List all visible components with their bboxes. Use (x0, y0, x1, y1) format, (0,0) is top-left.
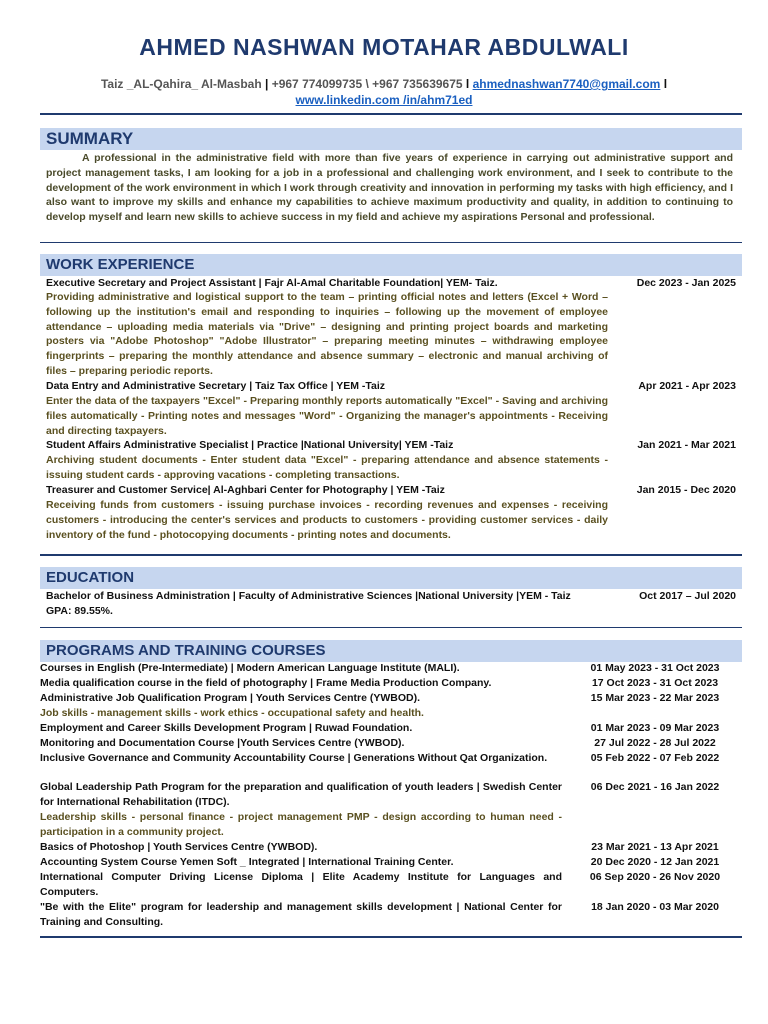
separator: l (660, 77, 668, 91)
job-description: Providing administrative and logistical support to the team – printing official notes and letters (Excel + Word – following up the institution's email and responding to inquiries – following up the movement of employee attendance – uploading media materials via "Drive" – designing and printing project boards and marketing posters via "Adobe Photoshop" "Adobe Illustrator" – preparing meeting minutes – withdrawing employee fingerprints – preparing the monthly attendance and absence summary – electronic and manual archiving of files – preparing periodic reports. (46, 291, 608, 377)
program-dates: 06 Dec 2021 - 16 Jan 2022 (590, 781, 720, 793)
degree: Bachelor of Business Administration | Faculty of Administrative Sciences |National University |YEM - Taiz (46, 590, 571, 602)
program-title: International Computer Driving License Diploma | Elite Academy Institute for Languages and Computers. (40, 871, 562, 898)
contact-line (60, 76, 708, 108)
program-title: Accounting System Course Yemen Soft _ Integrated | International Training Center. (40, 856, 454, 868)
job-dates: Apr 2021 - Apr 2023 (638, 380, 736, 392)
education-dates: Oct 2017 – Jul 2020 (639, 590, 736, 602)
program-note: Leadership skills - personal finance - project management PMP - design according to human need - participation in a community project. (40, 811, 562, 838)
program-dates: 27 Jul 2022 - 28 Jul 2022 (594, 737, 716, 749)
job-dates: Dec 2023 - Jan 2025 (636, 277, 736, 289)
program-dates: 01 Mar 2023 - 09 Mar 2023 (590, 722, 720, 734)
program-title: Courses in English (Pre-Intermediate) | Modern American Language Institute (MALI). (40, 662, 460, 674)
program-title: Monitoring and Documentation Course |Youth Services Centre (YWBOD). (40, 737, 405, 749)
programs-heading: PROGRAMS AND TRAINING COURSES (40, 640, 742, 662)
program-title: "Be with the Elite" program for leadership and management skills development | National Center for Training and Consulting. (40, 901, 562, 928)
separator: | (261, 77, 272, 91)
divider (40, 936, 742, 938)
candidate-name: AHMED NASHWAN MOTAHAR ABDULWALI (139, 34, 629, 60)
divider (40, 627, 742, 628)
email-link[interactable]: ahmednashwan7740@gmail.com (472, 77, 661, 91)
program-dates: 17 Oct 2023 - 31 Oct 2023 (591, 677, 719, 689)
program-title: Media qualification course in the field of photography | Frame Media Production Company. (40, 677, 492, 689)
program-dates: 23 Mar 2021 - 13 Apr 2021 (591, 841, 719, 853)
job-title: Executive Secretary and Project Assistant | Fajr Al-Amal Charitable Foundation| YEM- Taiz. (46, 277, 498, 289)
program-dates: 05 Feb 2022 - 07 Feb 2022 (590, 752, 720, 764)
program-dates: 06 Sep 2020 - 26 Nov 2020 (589, 871, 721, 883)
program-title: Inclusive Governance and Community Accountability Course | Generations Without Qat Organization. (40, 752, 548, 764)
divider (40, 113, 742, 115)
program-title: Basics of Photoshop | Youth Services Centre (YWBOD). (40, 841, 318, 853)
job-description: Enter the data of the taxpayers "Excel" - Preparing monthly reports automatically "Excel" - Saving and archiving files automatically - Printing notes and messages "Word" - Organizing the manager's appointments - Receiving and directing taxpayers. (46, 395, 608, 437)
address: Taiz _AL-Qahira_ Al-Masbah (100, 77, 262, 91)
job-title: Student Affairs Administrative Specialist | Practice |National University| YEM -Taiz (46, 439, 454, 451)
program-dates: 01 May 2023 - 31 Oct 2023 (590, 662, 720, 674)
gpa: GPA: 89.55%. (46, 605, 113, 617)
job-description: Receiving funds from customers - issuing purchase invoices - recording revenues and expenses - receiving customers - introducing the center's services and products to customers - providing customer services - daily inventory of the fund - photocopying documents - printing notes and documents. (46, 499, 608, 541)
job-title: Treasurer and Customer Service| Al-Aghbari Center for Photography | YEM -Taiz (46, 484, 445, 496)
summary-text: A professional in the administrative field with more than five years of experience in carrying out administrative support and project management tasks, I am looking for a job in a professional and challenging work environment, and I seek to contribute to the development of the work environment in which I work through creativity and innovation in performing my tasks with high efficiency, and I also want to improve my skills and enhance my capabilities to achieve maximum productivity and quality, in addition to continuing to develop myself and learn new skills to achieve success in my field and achieve my aspirations Personal and professional. (46, 152, 733, 224)
divider (40, 554, 742, 556)
job-title: Data Entry and Administrative Secretary | Taiz Tax Office | YEM -Taiz (46, 380, 386, 392)
summary-heading: SUMMARY (40, 128, 742, 150)
job-dates: Jan 2021 - Mar 2021 (637, 439, 736, 451)
program-dates: 18 Jan 2020 - 03 Mar 2020 (591, 901, 719, 913)
job-description: Archiving student documents - Enter student data "Excel" - preparing attendance and absence statements - issuing student cards - approving vacations - completing transactions. (46, 454, 608, 481)
program-title: Global Leadership Path Program for the preparation and qualification of youth leaders | Swedish Center for International Rehabilitation (ITDC). (40, 781, 562, 808)
education-heading: EDUCATION (40, 567, 742, 589)
program-note: Job skills - management skills - work ethics - occupational safety and health. (40, 707, 424, 719)
program-dates: 15 Mar 2023 - 22 Mar 2023 (590, 692, 720, 704)
work-heading: WORK EXPERIENCE (40, 254, 742, 276)
linkedin-link[interactable]: www.linkedin.com /in/ahm71ed (295, 93, 473, 107)
divider (40, 242, 742, 243)
program-title: Employment and Career Skills Development Program | Ruwad Foundation. (40, 722, 413, 734)
program-dates: 20 Dec 2020 - 12 Jan 2021 (590, 856, 720, 868)
phone-numbers: +967 774099735 \ +967 735639675 (271, 77, 463, 91)
job-dates: Jan 2015 - Dec 2020 (636, 484, 736, 496)
separator: l (462, 77, 473, 91)
program-title: Administrative Job Qualification Program | Youth Services Centre (YWBOD). (40, 692, 421, 704)
